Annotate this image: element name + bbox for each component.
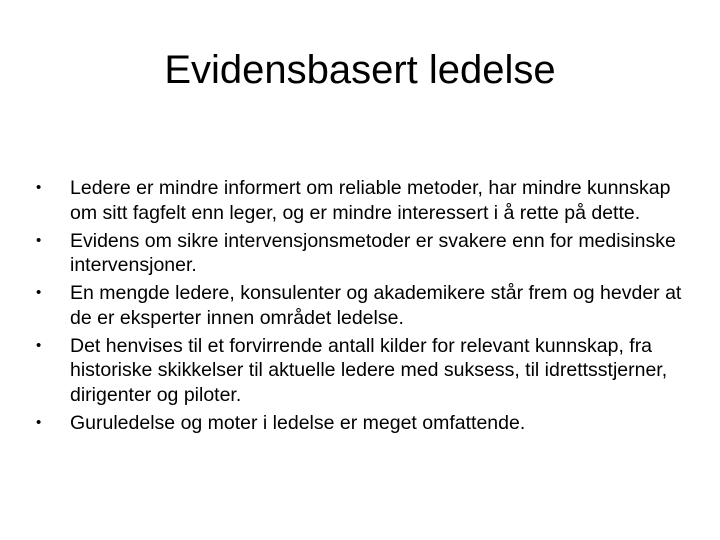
bullet-item: [36, 411, 696, 436]
slide-title: Evidensbasert ledelse: [164, 48, 556, 92]
bullet-item: [36, 281, 696, 330]
bullet-text: Guruledelse og moter i ledelse er meget omfattende.: [70, 411, 526, 434]
bullet-item: [36, 229, 696, 278]
bullet-text: Det henvises til et forvirrende antall kilder for relevant kunnskap, fra historiske skikkelser til aktuelle ledere med suksess, til idrettsstjerner, dirigenter og piloter.: [70, 334, 668, 406]
bullet-item: [36, 334, 696, 408]
bullet-dot-icon: •: [36, 413, 42, 431]
bullet-dot-icon: •: [36, 336, 42, 354]
bullet-text: Ledere er mindre informert om reliable metoder, har mindre kunnskap om sitt fagfelt enn leger, og er mindre interessert i å rette på dette.: [70, 177, 671, 224]
bullet-dot-icon: •: [36, 284, 42, 301]
bullet-dot-icon: •: [36, 179, 42, 196]
bullet-text: En mengde ledere, konsulenter og akademikere står frem og hevder at de er eksperter innen området ledelse.: [70, 282, 682, 329]
bullet-text: Evidens om sikre intervensjonsmetoder er svakere enn for medisinske intervensjoner.: [70, 229, 676, 276]
bullet-dot-icon: •: [36, 231, 42, 249]
bullet-list: [36, 176, 696, 439]
bullet-item: [36, 176, 696, 225]
